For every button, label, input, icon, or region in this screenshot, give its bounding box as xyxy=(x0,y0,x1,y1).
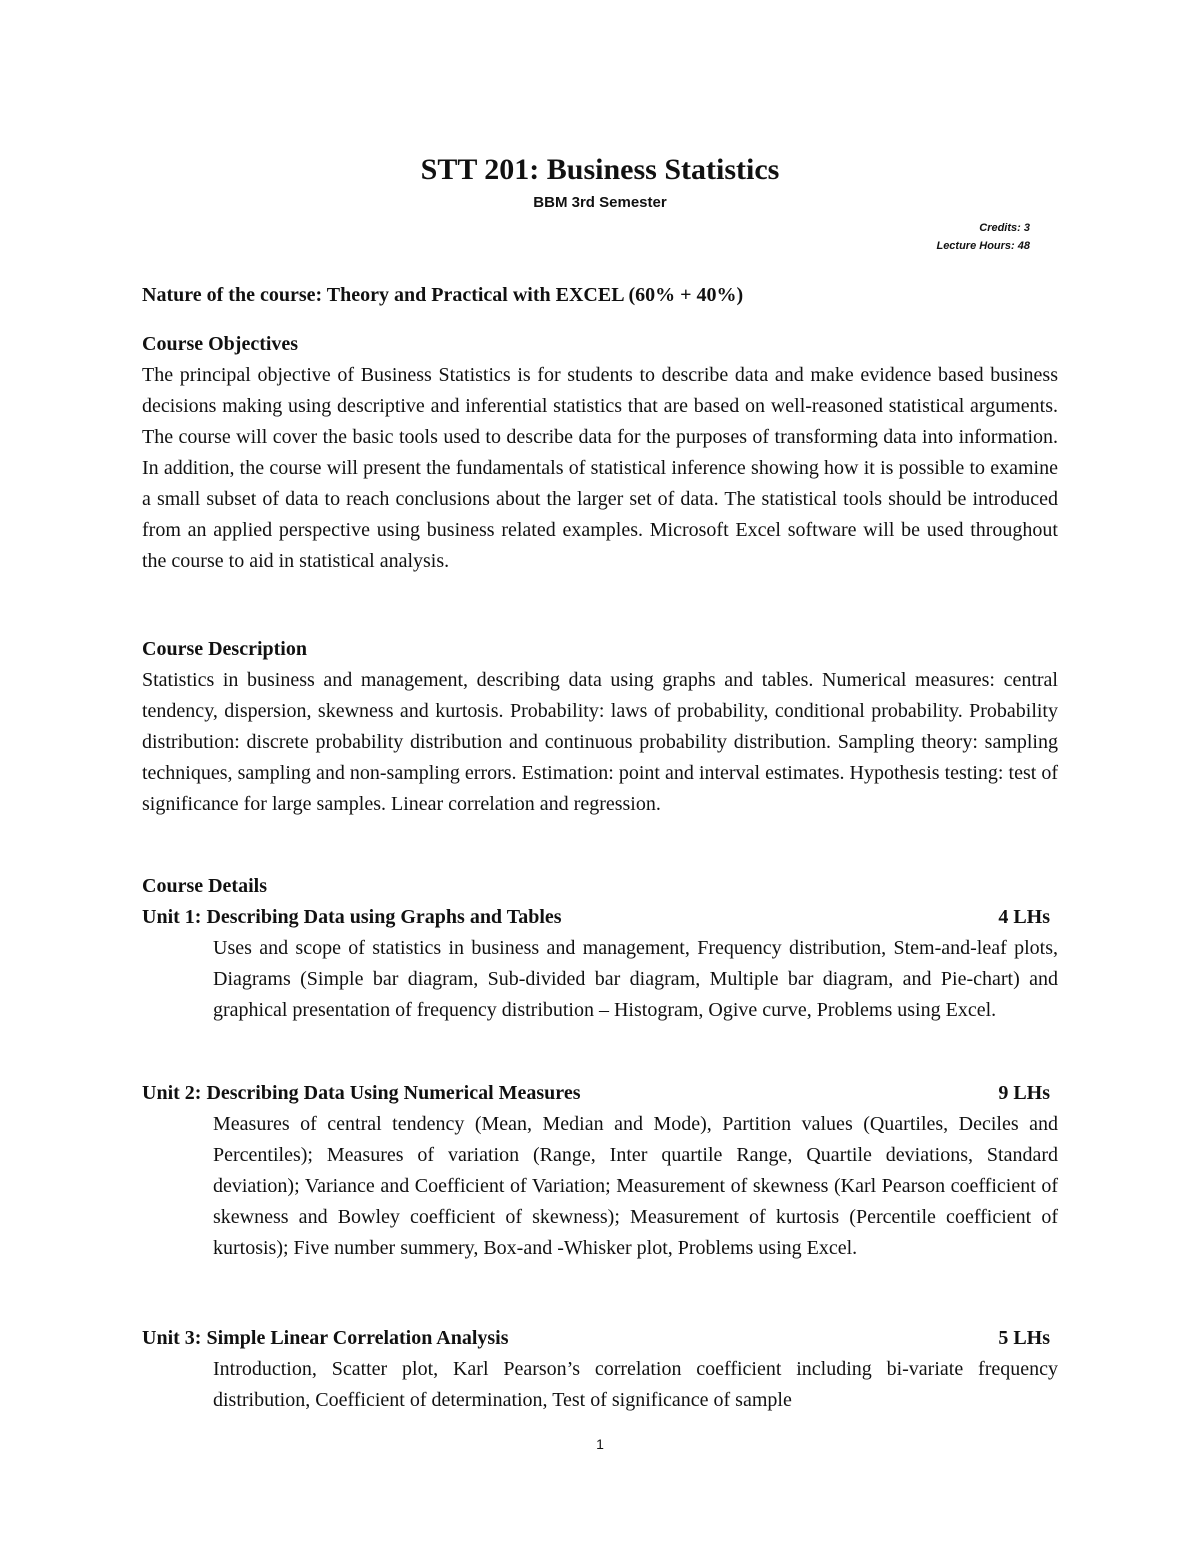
course-objectives-section xyxy=(142,329,1058,577)
unit-2-header xyxy=(142,1078,1058,1109)
unit-1-title: Unit 1: Describing Data using Graphs and Tables xyxy=(142,906,562,928)
unit-3-header xyxy=(142,1323,1058,1354)
unit-2-hours: 9 LHs xyxy=(998,1082,1050,1104)
course-objectives-heading: Course Objectives xyxy=(142,333,299,355)
course-description-section xyxy=(142,634,1058,820)
course-nature: Nature of the course: Theory and Practical with EXCEL (60% + 40%) xyxy=(142,284,744,306)
unit-2-title: Unit 2: Describing Data Using Numerical Measures xyxy=(142,1082,581,1104)
unit-3-hours: 5 LHs xyxy=(998,1327,1050,1349)
unit-1-hours: 4 LHs xyxy=(998,906,1050,928)
unit-1 xyxy=(142,902,1058,1026)
course-description-heading: Course Description xyxy=(142,638,307,660)
unit-2-text: Measures of central tendency (Mean, Median and Mode), Partition values (Quartiles, Deciles and Percentiles); Measures of variation (Range, Inter quartile Range, Quartile deviations, Standard deviation); Variance and Coefficient of Variation; Measurement of skewness (Karl Pearson coefficient of skewness and Bowley coefficient of skewness); Measurement of kurtosis (Percentile coefficient of kurtosis); Five number summery, Box-and -Whisker plot, Problems using Excel. xyxy=(213,1113,1058,1259)
course-objectives-text: The principal objective of Business Statistics is for students to describe data and make evidence based business decisions making using descriptive and inferential statistics that are based on well-reasoned statistical arguments. The course will cover the basic tools used to describe data for the purposes of transforming data into information. In addition, the course will present the fundamentals of statistical inference showing how it is possible to examine a small subset of data to reach conclusions about the larger set of data. The statistical tools should be introduced from an applied perspective using business related examples. Microsoft Excel software will be used throughout the course to aid in statistical analysis. xyxy=(142,364,1058,572)
page-title: STT 201: Business Statistics xyxy=(420,153,780,186)
course-description-text: Statistics in business and management, describing data using graphs and tables. Numerical measures: central tendency, dispersion, skewness and kurtosis. Probability: laws of probability, conditional probability. Probability distribution: discrete probability distribution and continuous probability distribution. Sampling theory: sampling techniques, sampling and non-sampling errors. Estimation: point and interval estimates. Hypothesis testing: test of significance for large samples. Linear correlation and regression. xyxy=(142,669,1058,815)
lecture-hours-label: Lecture Hours: 48 xyxy=(936,240,1030,252)
unit-1-header xyxy=(142,902,1058,933)
course-details-section xyxy=(142,871,1058,902)
page-number: 1 xyxy=(596,1436,604,1452)
unit-2 xyxy=(142,1078,1058,1264)
unit-1-text: Uses and scope of statistics in business and management, Frequency distribution, Stem-and-leaf plots, Diagrams (Simple bar diagram, Sub-divided bar diagram, Multiple bar diagram, and Pie-chart) and graphical presentation of frequency distribution – Histogram, Ogive curve, Problems using Excel. xyxy=(213,937,1058,1021)
unit-3 xyxy=(142,1323,1058,1416)
unit-3-text: Introduction, Scatter plot, Karl Pearson’s correlation coefficient including bi-variate frequency distribution, Coefficient of determination, Test of significance of sample xyxy=(213,1358,1058,1411)
credits-label: Credits: 3 xyxy=(979,222,1030,234)
course-details-heading: Course Details xyxy=(142,875,267,897)
unit-3-title: Unit 3: Simple Linear Correlation Analysis xyxy=(142,1327,509,1349)
page-subtitle: BBM 3rd Semester xyxy=(533,194,667,211)
